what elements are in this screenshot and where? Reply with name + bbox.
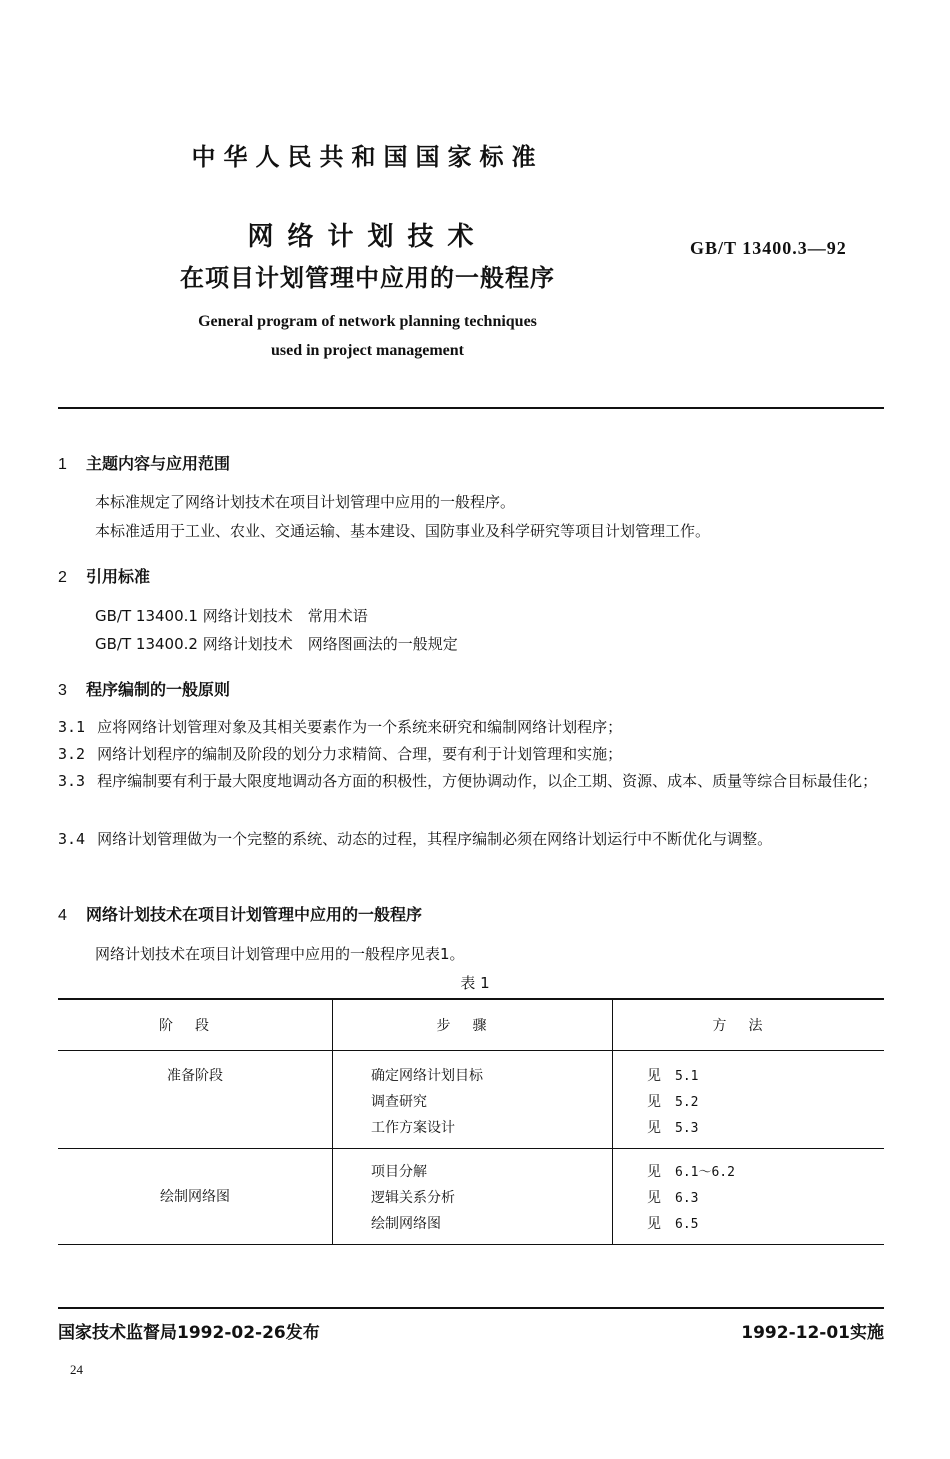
clause-text: 网络计划管理做为一个完整的系统、动态的过程，其程序编制必须在网络计划运行中不断优化与调整。: [97, 830, 773, 848]
standard-code-text: GB/T 13400.3—92: [690, 238, 847, 258]
section-4-title: 网络计划技术在项目计划管理中应用的一般程序: [86, 905, 423, 924]
method-item: [647, 1159, 884, 1185]
step-item: 确定网络计划目标: [371, 1068, 483, 1084]
method-prefix: 见: [647, 1120, 661, 1136]
method-ref: 6.1～6.2: [675, 1165, 735, 1180]
section-2-title: 引用标准: [86, 567, 151, 586]
column-header-stage: 阶段: [58, 999, 333, 1051]
section-1-title: 主题内容与应用范围: [86, 454, 231, 473]
section-4-number: 4: [58, 907, 67, 924]
step-item: 项目分解: [371, 1164, 427, 1180]
procedure-table: [58, 998, 884, 1245]
clause-text: 应将网络计划管理对象及其相关要素作为一个系统来研究和编制网络计划程序；: [97, 718, 623, 736]
method-item: [647, 1063, 884, 1089]
table-header-row: [58, 999, 884, 1051]
method-ref: 6.5: [675, 1217, 699, 1232]
column-header-method: 方法: [613, 999, 885, 1051]
method-item: [647, 1115, 884, 1141]
document-title: 网络计划技术: [247, 222, 488, 252]
clause-text: 程序编制要有利于最大限度地调动各方面的积极性，方便协调动作，以企工期、资源、成本、质量等综合目标最佳化；: [97, 772, 878, 790]
section-1-paragraph-2: 本标准适用于工业、农业、交通运输、基本建设、国防事业及科学研究等项目计划管理工作。: [95, 522, 711, 540]
step-item: 逻辑关系分析: [371, 1190, 455, 1206]
clause-3-4: [58, 826, 886, 853]
methods-cell: [613, 1051, 885, 1149]
method-prefix: 见: [647, 1068, 661, 1084]
reference-item: GB/T 13400.2 网络计划技术 网络图画法的一般规定: [95, 635, 458, 653]
method-prefix: 见: [647, 1190, 661, 1206]
section-1-number: 1: [58, 456, 67, 473]
section-1-paragraph-1: 本标准规定了网络计划技术在项目计划管理中应用的一般程序。: [95, 493, 516, 511]
step-item: 工作方案设计: [371, 1120, 455, 1136]
section-2-heading: [58, 564, 150, 587]
clause-3-1: [58, 714, 886, 741]
footer-divider: [58, 1307, 884, 1309]
english-title-line-1: General program of network planning techniques: [198, 313, 537, 330]
method-ref: 5.1: [675, 1069, 699, 1084]
clause-number: 3.1: [58, 718, 86, 736]
method-prefix: 见: [647, 1094, 661, 1110]
section-4-heading: [58, 902, 422, 925]
clause-number: 3.3: [58, 772, 86, 790]
column-header-step: 步骤: [333, 999, 613, 1051]
method-ref: 5.2: [675, 1095, 699, 1110]
methods-cell: [613, 1149, 885, 1245]
standard-code: [690, 238, 847, 259]
stage-label: 准备阶段: [167, 1068, 223, 1084]
section-3-heading: [58, 677, 230, 700]
section-1-heading: [58, 451, 230, 474]
section-2-number: 2: [58, 569, 67, 586]
reference-item: GB/T 13400.1 网络计划技术 常用术语: [95, 607, 368, 625]
method-prefix: 见: [647, 1164, 661, 1180]
issue-date: 国家技术监督局1992-02-26发布: [58, 1323, 320, 1343]
steps-cell: [333, 1051, 613, 1149]
step-item: 绘制网络图: [371, 1216, 441, 1232]
method-prefix: 见: [647, 1216, 661, 1232]
table-caption: 表 1: [460, 974, 490, 992]
table-row: [58, 1051, 884, 1149]
stage-label: 绘制网络图: [160, 1188, 230, 1205]
header-divider: [58, 407, 884, 409]
method-ref: 6.3: [675, 1191, 699, 1206]
method-item: [647, 1089, 884, 1115]
stage-cell: [58, 1149, 333, 1245]
effective-date: 1992-12-01实施: [741, 1323, 884, 1343]
clause-number: 3.2: [58, 745, 86, 763]
method-item: [647, 1185, 884, 1211]
standard-type-heading: 中华人民共和国国家标准: [191, 143, 544, 171]
table-row: [58, 1149, 884, 1245]
clause-3-2: [58, 741, 886, 768]
steps-cell: [333, 1149, 613, 1245]
clause-number: 3.4: [58, 830, 86, 848]
section-4-intro: 网络计划技术在项目计划管理中应用的一般程序见表1。: [95, 945, 465, 963]
clause-text: 网络计划程序的编制及阶段的划分力求精简、合理，要有利于计划管理和实施；: [97, 745, 623, 763]
step-item: 调查研究: [371, 1094, 427, 1110]
english-title-line-2: used in project management: [270, 342, 465, 359]
page-number: 24: [70, 1362, 83, 1377]
method-ref: 5.3: [675, 1121, 699, 1136]
method-item: [647, 1211, 884, 1237]
section-3-number: 3: [58, 682, 67, 699]
section-3-title: 程序编制的一般原则: [86, 680, 231, 699]
clause-3-3: [58, 768, 886, 795]
stage-cell: [58, 1051, 333, 1149]
document-subtitle: 在项目计划管理中应用的一般程序: [180, 264, 555, 292]
